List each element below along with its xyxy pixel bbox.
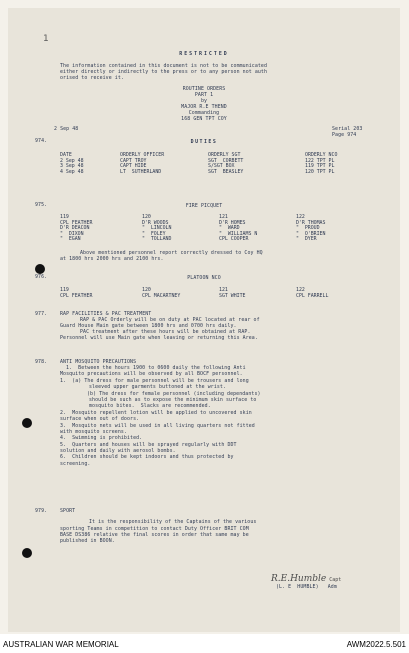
punch-hole [22, 418, 32, 428]
fire-cell: 119 [60, 214, 69, 220]
rap-line: Guard House Main gate between 1800 hrs and 0700 hrs daily. [60, 323, 237, 329]
orders-date: 2 Sep 48 [54, 126, 79, 132]
sport-line: It is the responsibility of the Captains of the various [89, 519, 257, 525]
duties-cell: 2 Sep 48 [60, 157, 84, 164]
rap-line: Personnel will use Main gate when leaving or returning this Area. [60, 335, 258, 341]
section-number: 974. [35, 138, 48, 144]
duties-cell: 122 TPT PL [305, 157, 335, 164]
duties-header-sgt: ORDERLY SGT [208, 152, 241, 158]
serial-number: Serial 203 [332, 126, 363, 132]
duties-cell: 119 TPT PL [305, 163, 335, 170]
fire-cell: D'R HOMES [219, 219, 246, 226]
notice-line-2: either directly or indirectly to the press or to any person not auth [60, 69, 268, 75]
mosquito-line: solution and daily with aerosol bombs. [60, 448, 176, 454]
fire-cell: " WARD [219, 225, 240, 232]
pencil-mark: 1 [43, 34, 49, 44]
duties-table [60, 153, 370, 175]
duties-cell: CAPT TROY [120, 157, 147, 164]
mosquito-line: 3. Mosquito nets will be used in all living quarters not fitted [60, 423, 255, 429]
duties-cell: SGT CORBETT [208, 157, 244, 164]
mosquito-line: mosquito bites. Slacks are recommended. [89, 403, 211, 409]
platoon-table [60, 288, 360, 299]
platoon-cell: 121 [219, 287, 228, 293]
mosquito-line: surface when out of doors. [60, 416, 140, 422]
orders-role: Commanding [188, 110, 220, 116]
sport-line: published in BOON. [60, 538, 115, 544]
fire-note-line-2: at 1800 hrs 2000 hrs and 2100 hrs. [60, 256, 164, 262]
mosquito-line: 6. Children should be kept indoors and thus protected by [60, 454, 234, 460]
section-number: 976. [35, 274, 48, 280]
notice-line-1: The information contained in this document is not to be communicated [60, 63, 268, 69]
section-number: 975. [35, 202, 48, 208]
section-title: FIRE PICQUET [185, 203, 223, 209]
orders-part: PART 1 [194, 92, 214, 98]
fire-cell: " FOLEY [142, 230, 166, 237]
section-title: PLATOON NCO [187, 275, 221, 281]
document-page [8, 8, 400, 632]
platoon-cell: CPL FEATHER [60, 292, 93, 299]
rap-line: RAP & PAC Orderly will be on duty at PAC located at rear of [80, 317, 260, 323]
footer-source: AUSTRALIAN WAR MEMORIAL [3, 640, 119, 649]
mosquito-line: 1. Between the hours 1900 to 0600 daily the following Anti [66, 365, 246, 371]
footer-accession: AWM2022.5.501 [346, 640, 406, 649]
mosquito-line: 2. Mosquito repellent lotion will be applied to uncovered skin [60, 410, 252, 416]
fire-cell: " O'BRIEN [296, 230, 326, 237]
platoon-cell: 122 [296, 287, 305, 293]
classification-heading: RESTRICTED [179, 51, 229, 57]
platoon-cell: 120 [142, 287, 151, 293]
fire-cell: " TOLLAND [142, 236, 172, 243]
duties-cell: S/SGT BOX [208, 163, 235, 170]
duties-cell: 120 TPT PL [305, 168, 335, 175]
fire-picquet-table [60, 215, 360, 243]
fire-note-line-1: Above mentioned personnel report correctly dressed to Coy HQ [80, 250, 263, 256]
mosquito-line: should be such as to expose the minimum skin surface to [89, 397, 257, 403]
duties-header-nco: ORDERLY NCO [305, 152, 338, 158]
mosquito-line: sleeved upper garments buttoned at the wrist. [89, 384, 226, 390]
signature: R.E.Humble Capt [271, 574, 342, 584]
section-number: 978. [35, 359, 48, 365]
mosquito-line: (b) The dress for female personnel (including dependants) [87, 391, 261, 397]
mosquito-line: 4. Swimming is prohibited. [60, 435, 143, 441]
section-number: 977. [35, 311, 48, 317]
platoon-cell: CPL FARRELL [296, 292, 329, 299]
fire-cell: " WILLIAMS N [219, 230, 258, 237]
footer-bar [0, 634, 409, 653]
duties-cell: SGT BEASLEY [208, 168, 244, 175]
fire-cell: " EGAN [60, 236, 81, 243]
rap-line: PAC treatment after these hours will be obtained at RAP. [80, 329, 251, 335]
section-title: DUTIES [190, 139, 218, 145]
duties-cell: CAPT HIDE [120, 163, 147, 170]
fire-cell: 121 [219, 214, 228, 220]
platoon-cell: SGT WHITE [219, 292, 246, 299]
fire-cell: " LINCOLN [142, 225, 172, 232]
duties-cell: 3 Sep 48 [60, 163, 84, 170]
fire-cell: " DIXON [60, 230, 84, 237]
platoon-cell: 119 [60, 287, 69, 293]
platoon-cell: CPL MACARTNEY [142, 292, 181, 299]
signature-typed: (L. E HUMBLE) Adm [276, 584, 337, 590]
punch-hole [22, 548, 32, 558]
mosquito-line: screening. [60, 461, 91, 467]
fire-cell: D'R THOMAS [296, 219, 326, 226]
fire-cell: " DYER [296, 236, 317, 243]
fire-cell: " PROUD [296, 225, 320, 232]
sport-line: sporting Teams in competition to contact Duty Officer BRIT COM [60, 526, 249, 532]
duties-header-officer: ORDERLY OFFICER [120, 152, 165, 158]
fire-cell: 120 [142, 214, 151, 220]
section-title: ANTI MOSQUITO PRECAUTIONS [60, 359, 137, 365]
notice-line-3: orised to receive it. [60, 75, 124, 81]
orders-by: by [200, 98, 208, 104]
mosquito-line: 1. (a) The dress for male personnel will be trousers and long [60, 378, 249, 384]
sport-line: BASE DS386 relative the final scores in order that same may be [60, 532, 249, 538]
mosquito-line: 5. Quarters and houses will be sprayed regularly with DDT [60, 442, 237, 448]
fire-cell: D'R WOODS [142, 219, 169, 226]
mosquito-line: Mosquito precautions will be observed by all BOCF personnel. [60, 371, 243, 377]
section-title: SPORT [60, 508, 76, 514]
orders-author: MAJOR R.E THEND [181, 104, 227, 110]
fire-cell: D'R DEACON [60, 225, 90, 232]
duties-cell: LT SUTHERLAND [120, 168, 162, 175]
mosquito-line: with mosquito screens. [60, 429, 127, 435]
orders-title: ROUTINE ORDERS [182, 86, 226, 92]
fire-cell: CPL COOPER [219, 236, 249, 243]
punch-hole [35, 264, 45, 274]
duties-header-date: DATE [60, 152, 72, 158]
section-title: RAP FACILITIES & PAC TREATMENT [60, 311, 152, 317]
orders-unit: 168 GEN TPT COY [181, 116, 227, 122]
fire-cell: 122 [296, 214, 305, 220]
section-number: 979. [35, 508, 48, 514]
fire-cell: CPL FEATHER [60, 219, 93, 226]
page-number: Page 974 [332, 132, 357, 138]
duties-cell: 4 Sep 48 [60, 168, 84, 175]
